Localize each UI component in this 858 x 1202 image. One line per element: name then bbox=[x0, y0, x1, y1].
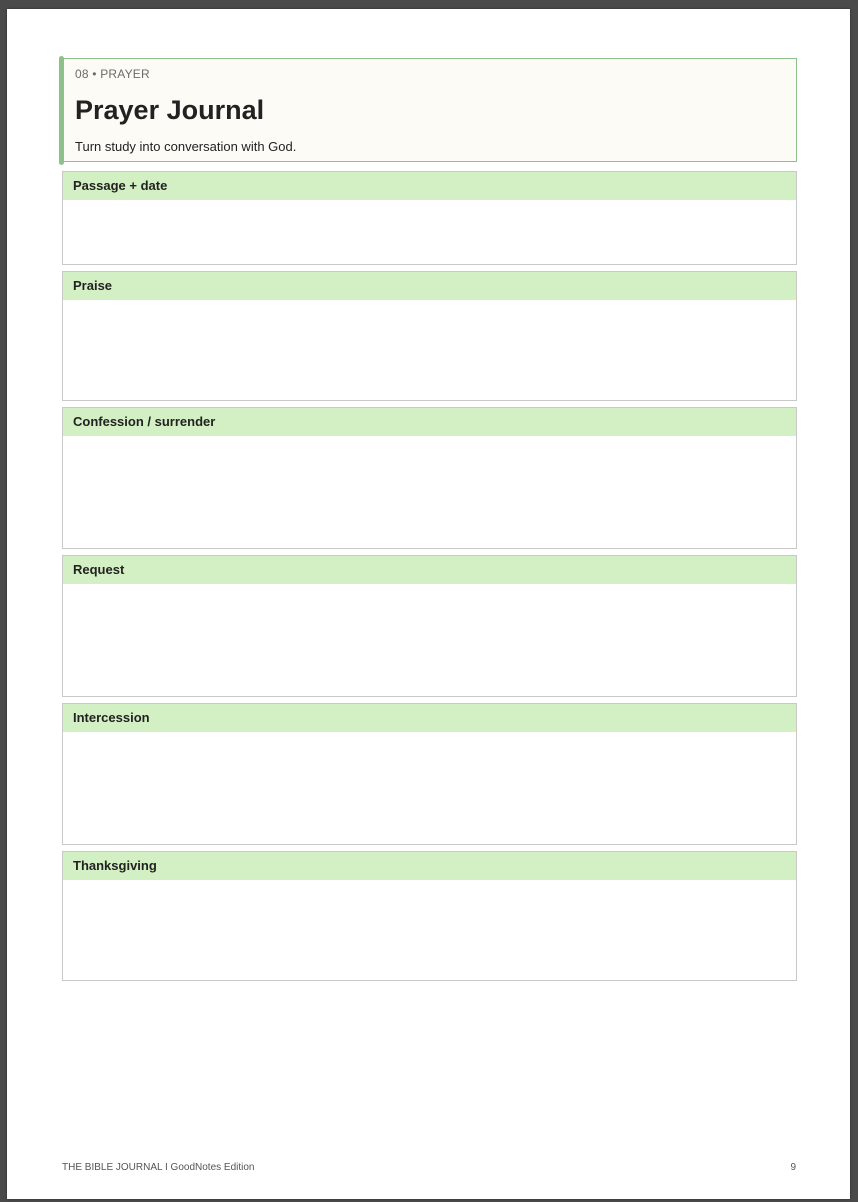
page-header bbox=[60, 58, 797, 162]
section-praise bbox=[62, 271, 797, 401]
writing-area[interactable] bbox=[63, 300, 796, 400]
writing-area[interactable] bbox=[63, 584, 796, 696]
page-title: Prayer Journal bbox=[75, 95, 265, 125]
page-subtitle: Turn study into conversation with God. bbox=[75, 139, 297, 154]
section-thanksgiving bbox=[62, 851, 797, 981]
writing-area[interactable] bbox=[63, 732, 796, 844]
journal-page bbox=[7, 9, 850, 1199]
section-eyebrow: 08 • PRAYER bbox=[75, 67, 150, 81]
section-label: Passage + date bbox=[63, 172, 796, 200]
section-label: Praise bbox=[63, 272, 796, 300]
section-label: Thanksgiving bbox=[63, 852, 796, 880]
section-label: Request bbox=[63, 556, 796, 584]
writing-area[interactable] bbox=[63, 880, 796, 980]
section-intercession bbox=[62, 703, 797, 845]
section-passage-date bbox=[62, 171, 797, 265]
page-number: 9 bbox=[790, 1162, 796, 1173]
section-label: Intercession bbox=[63, 704, 796, 732]
section-label: Confession / surrender bbox=[63, 408, 796, 436]
writing-area[interactable] bbox=[63, 436, 796, 548]
section-request bbox=[62, 555, 797, 697]
section-confession-surrender bbox=[62, 407, 797, 549]
writing-area[interactable] bbox=[63, 200, 796, 264]
footer-title: THE BIBLE JOURNAL I GoodNotes Edition bbox=[62, 1162, 255, 1173]
header-accent-bar bbox=[59, 56, 64, 165]
